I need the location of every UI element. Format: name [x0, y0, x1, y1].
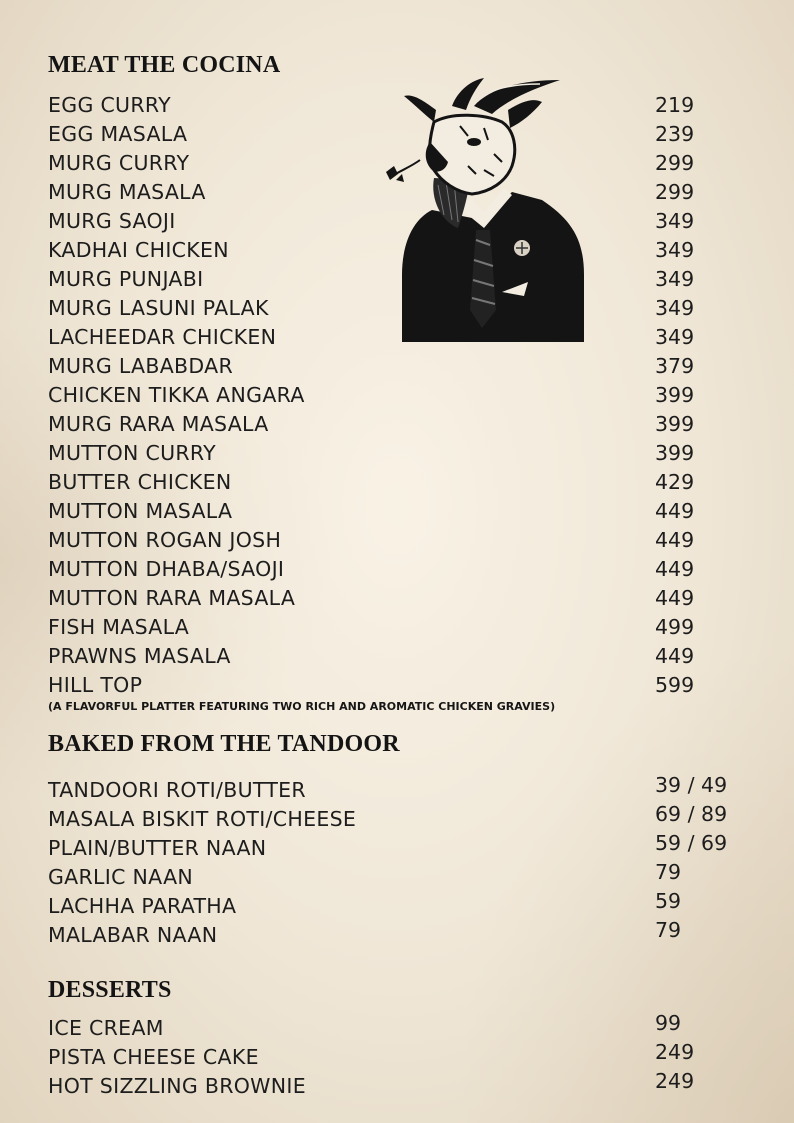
- menu-item-price: 239: [655, 122, 695, 146]
- menu-item-name: EGG MASALA: [48, 122, 188, 146]
- menu-item-price: 249: [655, 1069, 695, 1093]
- menu-item-name: MUTTON ROGAN JOSH: [48, 528, 282, 552]
- menu-item-name: HOT SIZZLING BROWNIE: [48, 1074, 306, 1098]
- menu-item-price: 379: [655, 354, 695, 378]
- menu-item-name: LACHHA PARATHA: [48, 894, 237, 918]
- menu-item-name: LACHEEDAR CHICKEN: [48, 325, 277, 349]
- menu-item-price: 349: [655, 296, 695, 320]
- menu-item-name: HILL TOP: [48, 673, 143, 697]
- menu-item-price: 599: [655, 673, 695, 697]
- menu-item-price: 429: [655, 470, 695, 494]
- menu-item-price: 449: [655, 528, 695, 552]
- menu-item-name: MURG RARA MASALA: [48, 412, 269, 436]
- menu-item-price: 69 / 89: [655, 802, 728, 826]
- menu-item-name: PRAWNS MASALA: [48, 644, 231, 668]
- menu-item-price: 299: [655, 180, 695, 204]
- menu-item-name: MURG CURRY: [48, 151, 190, 175]
- section-title-meat: MEAT THE COCINA: [48, 52, 281, 78]
- menu-item-price: 449: [655, 644, 695, 668]
- menu-item-price: 59: [655, 889, 682, 913]
- menu-item-name: TANDOORI ROTI/BUTTER: [48, 778, 306, 802]
- menu-item-name: PISTA CHEESE CAKE: [48, 1045, 259, 1069]
- menu-item-name: MUTTON RARA MASALA: [48, 586, 296, 610]
- menu-item-name: FISH MASALA: [48, 615, 190, 639]
- menu-item-name: BUTTER CHICKEN: [48, 470, 232, 494]
- menu-item-price: 219: [655, 93, 695, 117]
- menu-item-price: 249: [655, 1040, 695, 1064]
- menu-item-price: 99: [655, 1011, 682, 1035]
- menu-item-name: MURG PUNJABI: [48, 267, 204, 291]
- menu-item-price: 399: [655, 441, 695, 465]
- hill-top-note: (A FLAVORFUL PLATTER FEATURING TWO RICH AND AROMATIC CHICKEN GRAVIES): [48, 700, 556, 713]
- menu-item-price: 349: [655, 325, 695, 349]
- menu-item-name: MUTTON DHABA/SAOJI: [48, 557, 285, 581]
- menu-item-name: MURG MASALA: [48, 180, 206, 204]
- menu-item-name: MUTTON CURRY: [48, 441, 216, 465]
- menu-item-price: 499: [655, 615, 695, 639]
- menu-item-price: 59 / 69: [655, 831, 728, 855]
- menu-item-price: 399: [655, 383, 695, 407]
- menu-item-name: KADHAI CHICKEN: [48, 238, 229, 262]
- menu-item-price: 449: [655, 557, 695, 581]
- menu-item-price: 299: [655, 151, 695, 175]
- menu-item-price: 39 / 49: [655, 773, 728, 797]
- menu-item-price: 79: [655, 918, 682, 942]
- menu-item-name: EGG CURRY: [48, 93, 171, 117]
- menu-item-price: 449: [655, 586, 695, 610]
- menu-item-price: 349: [655, 238, 695, 262]
- menu-item-name: MUTTON MASALA: [48, 499, 233, 523]
- menu-item-price: 349: [655, 209, 695, 233]
- menu-item-price: 399: [655, 412, 695, 436]
- menu-item-price: 449: [655, 499, 695, 523]
- menu-item-name: MURG LASUNI PALAK: [48, 296, 269, 320]
- goat-in-suit-icon: [372, 70, 594, 350]
- menu-item-name: GARLIC NAAN: [48, 865, 194, 889]
- menu-item-name: ICE CREAM: [48, 1016, 164, 1040]
- section-title-desserts: DESSERTS: [48, 977, 172, 1003]
- section-title-tandoor: BAKED FROM THE TANDOOR: [48, 731, 400, 757]
- menu-item-name: MURG LABABDAR: [48, 354, 233, 378]
- menu-item-price: 79: [655, 860, 682, 884]
- menu-item-price: 349: [655, 267, 695, 291]
- menu-item-name: MURG SAOJI: [48, 209, 176, 233]
- menu-item-name: MALABAR NAAN: [48, 923, 218, 947]
- menu-item-name: CHICKEN TIKKA ANGARA: [48, 383, 305, 407]
- menu-item-name: PLAIN/BUTTER NAAN: [48, 836, 267, 860]
- menu-item-name: MASALA BISKIT ROTI/CHEESE: [48, 807, 357, 831]
